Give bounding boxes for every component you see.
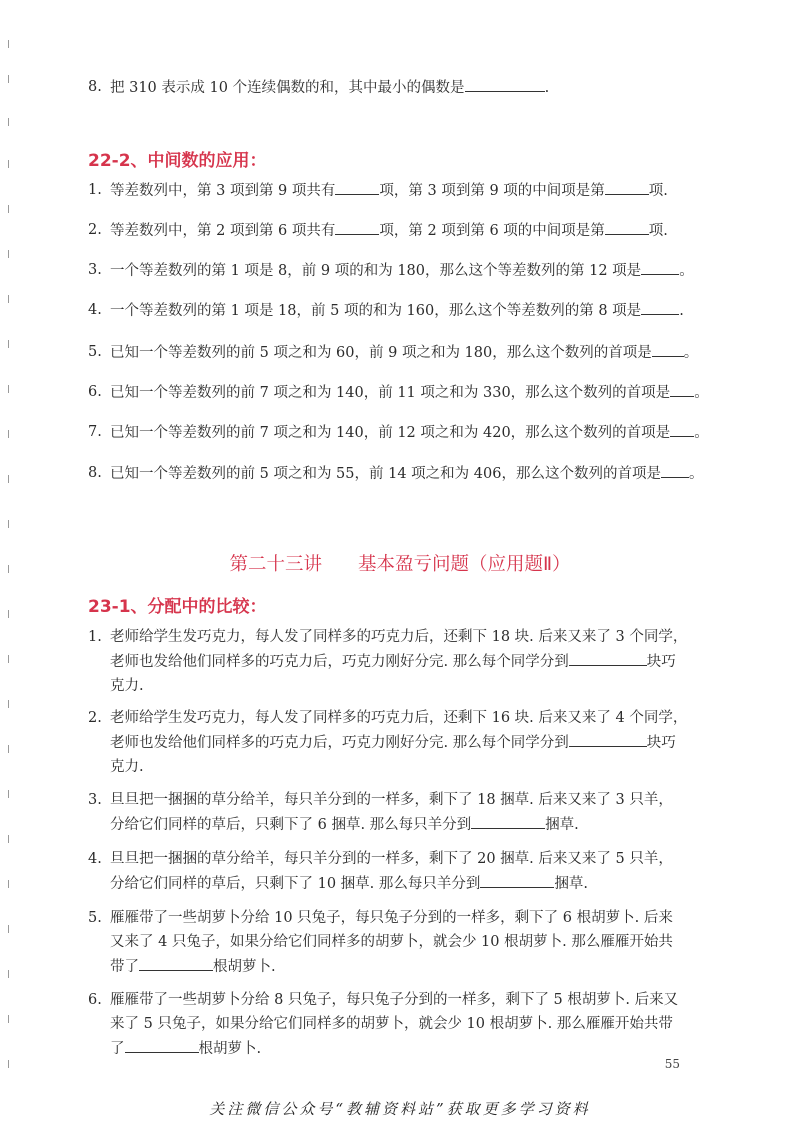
question-number: 6. (88, 384, 102, 400)
question-text: 等差数列中，第 3 项到第 9 项共有 (110, 183, 336, 199)
answer-blank[interactable] (471, 812, 545, 829)
question-number: 8. (88, 79, 102, 95)
footer-note: 关注微信公众号“教辅资料站”获取更多学习资料 (209, 1100, 591, 1118)
question-text-end: 项. (648, 183, 668, 199)
answer-blank[interactable] (670, 380, 694, 397)
question-text: 等差数列中，第 2 项到第 6 项共有 (110, 223, 336, 239)
question-text-end: . (544, 80, 550, 96)
question-text: 项，第 2 项到第 6 项的中间项是第 (379, 223, 605, 239)
question-text-end: 根胡萝卜. (213, 959, 276, 975)
question-text-end: 。 (683, 345, 699, 361)
question-number: 5. (88, 344, 102, 360)
question-text: 老师给学生发巧克力，每人发了同样多的巧克力后，还剩下 18 块. 后来又来了 3 个同学， (110, 629, 688, 645)
question-text-end: 块巧 (646, 654, 676, 670)
question-text: 老师也发给他们同样多的巧克力后，巧克力刚好分完. 那么每个同学分到 (110, 654, 569, 670)
question-text: 分给它们同样的草后，只剩下了 6 捆草. 那么每只羊分到 (110, 817, 472, 833)
question-text-end: 。 (688, 466, 704, 482)
question-number: 1. (88, 182, 102, 198)
question-number: 4. (88, 302, 102, 318)
question-text: 老师也发给他们同样多的巧克力后，巧克力刚好分完. 那么每个同学分到 (110, 735, 569, 751)
answer-blank[interactable] (661, 461, 689, 478)
question-text: 一个等差数列的第 1 项是 18，前 5 项的和为 160，那么这个等差数列的第 8 项是 (110, 303, 642, 319)
question-text-end: 根胡萝卜. (198, 1041, 262, 1057)
answer-blank[interactable] (139, 954, 213, 971)
question-text-end: 。 (694, 425, 709, 441)
answer-blank[interactable] (465, 75, 545, 92)
section-title: 23-1、分配中的比较： (88, 597, 267, 617)
answer-blank[interactable] (569, 730, 647, 747)
question-text: 雁雁带了一些胡萝卜分给 10 只兔子，每只兔子分到的一样多，剩下了 6 根胡萝卜. 后来 (110, 910, 673, 926)
lecture-number: 第二十三讲 (229, 554, 322, 575)
answer-blank[interactable] (335, 178, 379, 195)
question-text: 把 310 表示成 10 个连续偶数的和，其中最小的偶数是 (110, 80, 465, 96)
question-number: 1. (88, 629, 102, 645)
question-text: 旦旦把一捆捆的草分给羊，每只羊分到的一样多，剩下了 18 捆草. 后来又来了 3 只羊， (110, 792, 673, 808)
question-text: 项，第 3 项到第 9 项的中间项是第 (379, 183, 605, 199)
answer-blank[interactable] (569, 649, 647, 666)
answer-blank[interactable] (335, 218, 379, 235)
question-number: 7. (88, 424, 102, 440)
question-text: 老师给学生发巧克力，每人发了同样多的巧克力后，还剩下 16 块. 后来又来了 4 个同学， (110, 710, 688, 726)
question-text: 了 (110, 1041, 125, 1057)
question-text: 已知一个等差数列的前 5 项之和为 60，前 9 项之和为 180，那么这个数列的首项是 (110, 345, 652, 361)
section-title: 22-2、中间数的应用： (88, 151, 267, 171)
question-text: 已知一个等差数列的前 7 项之和为 140，前 12 项之和为 420，那么这个数列的首项是 (110, 425, 671, 441)
question-text: 克力. (110, 678, 144, 694)
question-number: 3. (88, 792, 102, 808)
question-text-end: . (679, 303, 684, 319)
question-text-end: 项. (648, 223, 668, 239)
answer-blank[interactable] (605, 218, 649, 235)
answer-blank[interactable] (670, 420, 694, 437)
answer-blank[interactable] (641, 258, 679, 275)
answer-blank[interactable] (480, 871, 554, 888)
page-number: 55 (664, 1057, 680, 1071)
question-number: 2. (88, 710, 102, 726)
question-text: 一个等差数列的第 1 项是 8，前 9 项的和为 180，那么这个等差数列的第 12 项是 (110, 263, 642, 279)
question-text: 克力. (110, 759, 144, 775)
question-number: 3. (88, 262, 102, 278)
answer-blank[interactable] (125, 1036, 199, 1053)
question-text: 已知一个等差数列的前 5 项之和为 55，前 14 项之和为 406，那么这个数列的首项是 (110, 466, 661, 482)
answer-blank[interactable] (641, 298, 679, 315)
question-text: 来了 5 只兔子，如果分给它们同样多的胡萝卜，就会少 10 根胡萝卜. 那么雁雁开始共带 (110, 1016, 673, 1032)
question-text: 旦旦把一捆捆的草分给羊，每只羊分到的一样多，剩下了 20 捆草. 后来又来了 5 只羊， (110, 851, 673, 867)
question-text-end: 捆草. (554, 876, 588, 892)
question-text-end: 。 (694, 385, 709, 401)
question-text: 又来了 4 只兔子，如果分给它们同样多的胡萝卜，就会少 10 根胡萝卜. 那么雁雁开始共 (110, 934, 673, 950)
question-text-end: 块巧 (646, 735, 676, 751)
lecture-heading (0, 550, 800, 576)
question-text: 分给它们同样的草后，只剩下了 10 捆草. 那么每只羊分到 (110, 876, 481, 892)
question-text-end: 。 (679, 263, 694, 279)
question-number: 8. (88, 465, 102, 481)
question-number: 5. (88, 910, 102, 926)
question-text: 带了 (110, 959, 139, 975)
question-number: 2. (88, 222, 102, 238)
question-number: 6. (88, 992, 102, 1008)
answer-blank[interactable] (605, 178, 649, 195)
question-number: 4. (88, 851, 102, 867)
answer-blank[interactable] (652, 340, 684, 357)
question-text: 雁雁带了一些胡萝卜分给 8 只兔子，每只兔子分到的一样多，剩下了 5 根胡萝卜. 后来又 (110, 992, 679, 1008)
lecture-title: 基本盈亏问题（应用题Ⅱ） (357, 554, 571, 575)
question-text-end: 捆草. (545, 817, 579, 833)
question-text: 已知一个等差数列的前 7 项之和为 140，前 11 项之和为 330，那么这个数列的首项是 (110, 385, 671, 401)
